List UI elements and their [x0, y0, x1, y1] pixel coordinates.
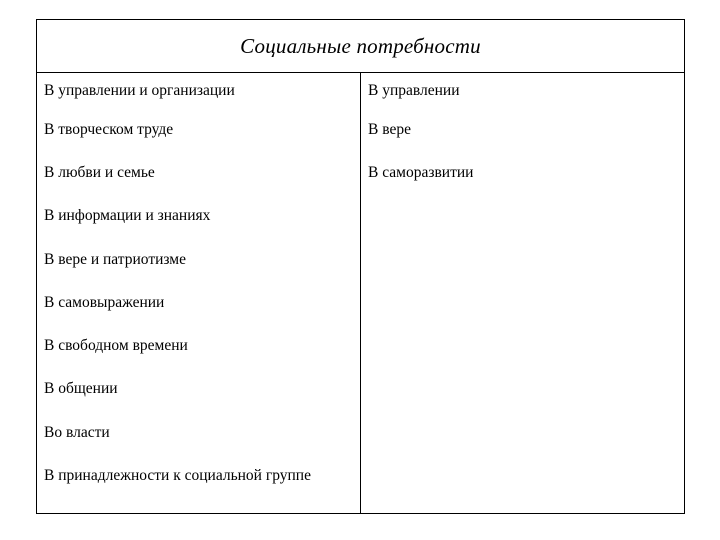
left-cell: В свободном времени: [44, 337, 188, 355]
left-cell: Во власти: [44, 423, 110, 441]
left-cell: В общении: [44, 380, 118, 398]
left-cell: В информации и знаниях: [44, 207, 211, 225]
left-cell: В творческом труде: [44, 120, 174, 138]
left-cell: В принадлежности к социальной группе: [44, 467, 311, 485]
right-cell: В саморазвитии: [368, 163, 474, 181]
column-divider: [360, 73, 361, 513]
needs-table: [36, 19, 685, 514]
table-header: [37, 20, 684, 73]
left-cell: В управлении и организации: [44, 81, 235, 99]
right-column: [368, 73, 678, 195]
right-cell: В управлении: [368, 81, 460, 99]
right-cell: В вере: [368, 120, 411, 138]
left-cell: В вере и патриотизме: [44, 250, 186, 268]
table-title: Социальные потребности: [240, 33, 481, 58]
left-cell: В самовыражении: [44, 293, 165, 311]
left-column: [44, 73, 356, 498]
left-cell: В любви и семье: [44, 163, 155, 181]
